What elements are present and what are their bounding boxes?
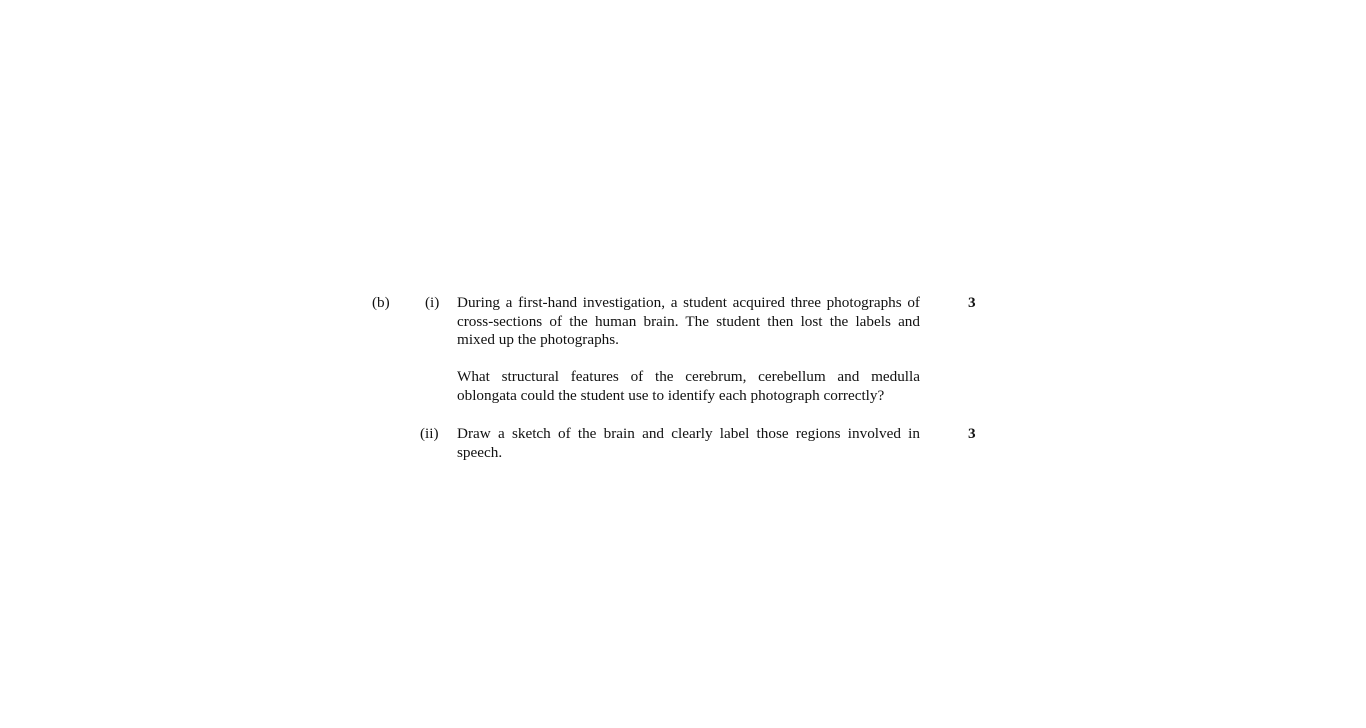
subpart-i-label: (i) xyxy=(425,294,440,311)
subpart-ii-label: (ii) xyxy=(420,425,439,442)
part-label: (b) xyxy=(372,294,390,311)
subpart-ii-paragraph: Draw a sketch of the brain and clearly label those regions involved in speech. xyxy=(457,425,920,461)
subpart-i-marks: 3 xyxy=(968,294,976,311)
subpart-ii-marks: 3 xyxy=(968,425,976,442)
subpart-i-paragraph-1: During a first-hand investigation, a student acquired three photographs of cross-sections of the human brain. The student then lost the labels and mixed up the photographs. xyxy=(457,294,920,349)
subpart-i-paragraph-2: What structural features of the cerebrum, cerebellum and medulla oblongata could the student use to identify each photograph correctly? xyxy=(457,368,920,404)
